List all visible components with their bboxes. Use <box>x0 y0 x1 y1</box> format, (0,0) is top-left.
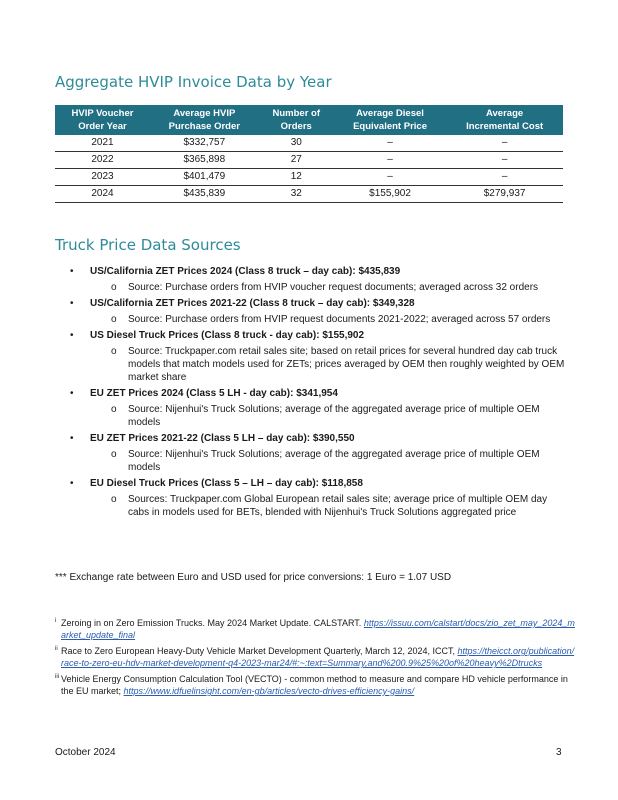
table-row <box>55 152 563 169</box>
cell-incremental-cost: – <box>446 169 563 186</box>
cell-diesel-price: $155,902 <box>334 186 446 203</box>
footnote-text: Vehicle Energy Consumption Calculation Tool (VECTO) - common method to measure and compare HD vehicle performance in the EU market; <box>61 674 568 696</box>
sources-section-title: Truck Price Data Sources <box>55 236 241 254</box>
header-avg-incremental-cost: Average Incremental Cost <box>446 105 563 135</box>
cell-year: 2022 <box>55 152 150 169</box>
footnote-text: Zeroing in on Zero Emission Trucks. May 2024 Market Update. CALSTART. <box>61 618 362 628</box>
source-detail-text: Source: Truckpaper.com retail sales site; based on retail prices for several hundred day cab truck models that match models used for ZETs; prices averaged by OEM then roughly weighted by OEM market share <box>128 346 565 383</box>
sub-bullet-icon: o <box>111 282 117 293</box>
footnote-text: Race to Zero European Heavy-Duty Vehicle Market Development Quarterly, March 12, 2024, ICCT, <box>61 646 456 656</box>
source-title: EU ZET Prices 2024 (Class 5 LH - day cab): $341,954 <box>90 388 338 399</box>
exchange-rate-note: *** Exchange rate between Euro and USD used for price conversions: 1 Euro = 1.07 USD <box>55 572 452 583</box>
source-title: US Diesel Truck Prices (Class 8 truck - day cab): $155,902 <box>90 330 365 341</box>
source-title: EU ZET Prices 2021-22 (Class 5 LH – day cab): $390,550 <box>90 433 355 444</box>
cell-year: 2024 <box>55 186 150 203</box>
cell-orders: 27 <box>259 152 334 169</box>
bullet-icon: • <box>70 433 74 444</box>
invoice-table-header-row <box>55 105 563 135</box>
source-detail-text: Source: Nijenhui's Truck Solutions; average of the aggregated average price of multiple OEM models <box>128 449 540 473</box>
list-item <box>70 265 570 294</box>
cell-diesel-price: – <box>334 152 446 169</box>
footnote <box>55 617 575 641</box>
source-detail-text: Sources: Truckpaper.com Global European retail sales site; average price of multiple OEM day cabs in models used for BETs, blended with Nijenhui's Truck Solutions aggregated price <box>128 494 548 518</box>
list-item <box>70 432 570 474</box>
footnote-mark: i <box>55 618 57 624</box>
bullet-icon: • <box>70 266 74 277</box>
cell-avg-po: $435,839 <box>150 186 259 203</box>
sub-bullet-icon: o <box>111 494 117 505</box>
cell-diesel-price: – <box>334 135 446 152</box>
footnote <box>55 673 575 697</box>
source-detail <box>90 345 570 384</box>
footnote-link[interactable]: https://issuu.com/calstart/docs/zio_zet_may_2024_market_update_final <box>61 618 575 640</box>
sub-bullet-icon: o <box>111 314 117 325</box>
list-item <box>70 387 570 429</box>
header-avg-diesel-price: Average Diesel Equivalent Price <box>334 105 446 135</box>
sub-bullet-icon: o <box>111 404 117 415</box>
footnotes <box>55 617 575 701</box>
sub-bullet-icon: o <box>111 346 117 357</box>
source-detail-text: Source: Purchase orders from HVIP voucher request documents; averaged across 32 orders <box>128 282 539 293</box>
header-avg-hvip-po: Average HVIP Purchase Order <box>150 105 259 135</box>
cell-orders: 30 <box>259 135 334 152</box>
source-detail <box>90 493 570 519</box>
footnote-link[interactable]: https://www.idfuelinsight.com/en-gb/articles/vecto-drives-efficiency-gains/ <box>123 686 415 696</box>
source-detail <box>90 313 570 326</box>
list-item <box>70 297 570 326</box>
table-row <box>55 186 563 203</box>
cell-incremental-cost: – <box>446 152 563 169</box>
cell-avg-po: $365,898 <box>150 152 259 169</box>
table-row <box>55 135 563 152</box>
sub-bullet-icon: o <box>111 449 117 460</box>
source-detail <box>90 403 570 429</box>
bullet-icon: • <box>70 330 74 341</box>
source-title: EU Diesel Truck Prices (Class 5 – LH – day cab): $118,858 <box>90 478 363 489</box>
table-row <box>55 169 563 186</box>
list-item <box>70 477 570 519</box>
cell-orders: 32 <box>259 186 334 203</box>
bullet-icon: • <box>70 478 74 489</box>
cell-diesel-price: – <box>334 169 446 186</box>
cell-year: 2021 <box>55 135 150 152</box>
invoice-table <box>55 105 563 203</box>
cell-avg-po: $332,757 <box>150 135 259 152</box>
list-item <box>70 329 570 384</box>
bullet-icon: • <box>70 388 74 399</box>
sources-list <box>70 265 570 522</box>
source-title: US/California ZET Prices 2021-22 (Class 8 truck – day cab): $349,328 <box>90 298 415 309</box>
footnote-mark: ii <box>55 646 58 652</box>
bullet-icon: • <box>70 298 74 309</box>
cell-avg-po: $401,479 <box>150 169 259 186</box>
source-title: US/California ZET Prices 2024 (Class 8 truck – day cab): $435,839 <box>90 266 401 277</box>
footer-date: October 2024 <box>55 747 116 758</box>
header-voucher-year: HVIP Voucher Order Year <box>55 105 150 135</box>
cell-incremental-cost: $279,937 <box>446 186 563 203</box>
footnote-mark: iii <box>55 674 59 680</box>
invoice-section-title: Aggregate HVIP Invoice Data by Year <box>55 73 332 91</box>
header-num-orders: Number of Orders <box>259 105 334 135</box>
cell-year: 2023 <box>55 169 150 186</box>
cell-incremental-cost: – <box>446 135 563 152</box>
source-detail <box>90 281 570 294</box>
source-detail <box>90 448 570 474</box>
source-detail-text: Source: Purchase orders from HVIP request documents 2021-2022; averaged across 57 orders <box>128 314 551 325</box>
footnote <box>55 645 575 669</box>
footnote-link[interactable]: https://theicct.org/publication/race-to-zero-eu-hdv-market-development-q4-2023-mar24/#:~:text=Summary,and%200.9%25%20of%20heavy%2Dtrucks <box>61 646 575 668</box>
source-detail-text: Source: Nijenhui's Truck Solutions; average of the aggregated average price of multiple OEM models <box>128 404 540 428</box>
cell-orders: 12 <box>259 169 334 186</box>
page-number: 3 <box>556 747 562 758</box>
